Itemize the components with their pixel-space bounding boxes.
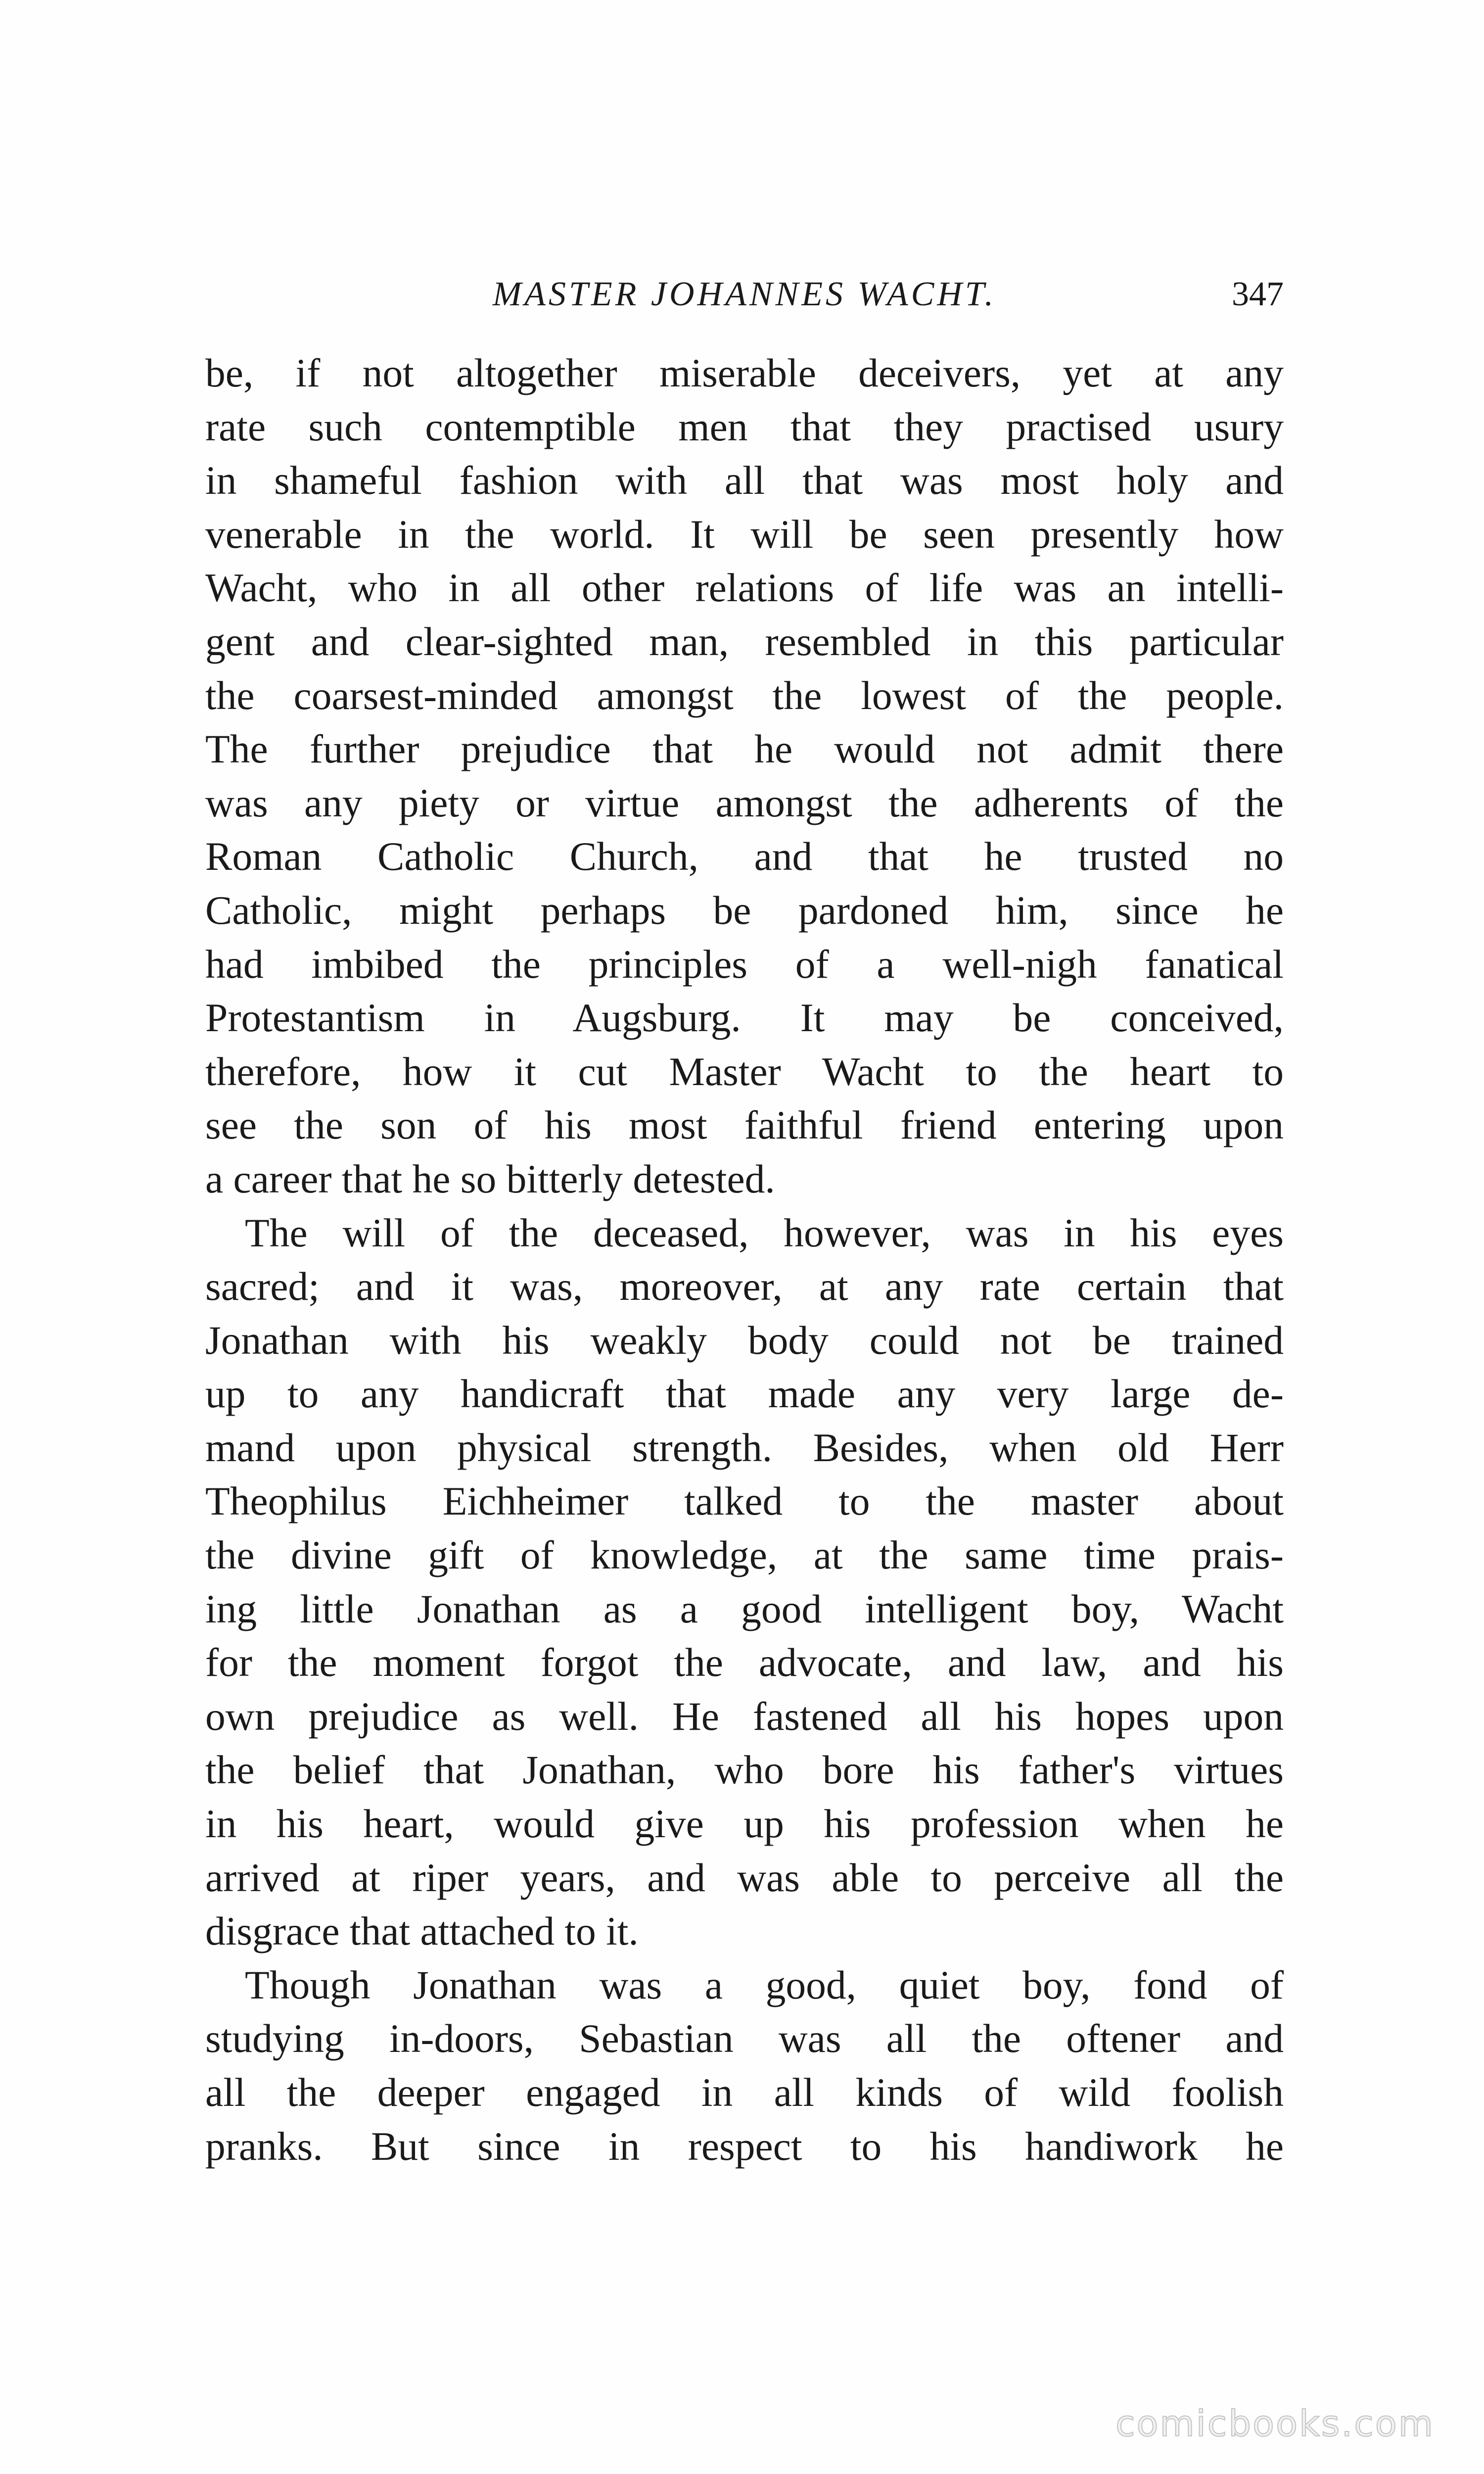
text-line: Theophilus Eichheimer talked to the master about — [205, 1478, 1284, 1524]
text-line: The further prejudice that he would not admit there — [205, 726, 1284, 772]
text-line: all the deeper engaged in all kinds of wild foolish — [205, 2070, 1284, 2115]
running-title: MASTER JOHANNES WACHT. — [492, 275, 997, 313]
site-watermark: comicbooks.com — [1115, 2403, 1435, 2444]
paragraph-start-line: Though Jonathan was a good, quiet boy, fond of — [245, 1962, 1284, 2007]
text-line: Roman Catholic Church, and that he trusted no — [205, 834, 1284, 879]
text-line: the coarsest-minded amongst the lowest of the people. — [205, 672, 1284, 718]
running-head — [205, 270, 1284, 319]
body-text — [205, 346, 1284, 2173]
text-line: Catholic, might perhaps be pardoned him, since he — [205, 887, 1284, 933]
text-line: in his heart, would give up his profession when he — [205, 1801, 1284, 1847]
text-line: the belief that Jonathan, who bore his father's virtues — [205, 1747, 1284, 1793]
text-line: gent and clear-sighted man, resembled in this particular — [205, 618, 1284, 664]
text-line: sacred; and it was, moreover, at any rate certain that — [205, 1264, 1284, 1309]
text-line: Protestantism in Augsburg. It may be conceived, — [205, 995, 1284, 1041]
text-line: venerable in the world. It will be seen presently how — [205, 511, 1284, 557]
text-line: the divine gift of knowledge, at the same time prais- — [205, 1532, 1284, 1578]
paragraph-end-line: a career that he so bitterly detested. — [205, 1156, 775, 1201]
text-line: was any piety or virtue amongst the adherents of the — [205, 780, 1284, 825]
text-line: rate such contemptible men that they practised usury — [205, 404, 1284, 449]
page-number: 347 — [1232, 275, 1284, 313]
text-line: mand upon physical strength. Besides, when old Herr — [205, 1425, 1284, 1470]
paragraph-start-line: The will of the deceased, however, was in his eyes — [245, 1210, 1284, 1255]
text-line: arrived at riper years, and was able to perceive all the — [205, 1855, 1284, 1900]
paragraph-end-line: disgrace that attached to it. — [205, 1908, 639, 1954]
text-line: studying in-doors, Sebastian was all the oftener and — [205, 2016, 1284, 2061]
text-line: Wacht, who in all other relations of life was an intelli- — [205, 565, 1284, 611]
text-line: for the moment forgot the advocate, and law, and his — [205, 1640, 1284, 1685]
text-line: be, if not altogether miserable deceivers, yet at any — [205, 350, 1284, 395]
text-line: had imbibed the principles of a well-nigh fanatical — [205, 941, 1284, 987]
text-line: Jonathan with his weakly body could not be trained — [205, 1317, 1284, 1363]
text-line: own prejudice as well. He fastened all his hopes upon — [205, 1693, 1284, 1739]
text-line: up to any handicraft that made any very large de- — [205, 1371, 1284, 1417]
text-line: ing little Jonathan as a good intelligent boy, Wacht — [205, 1586, 1284, 1631]
text-line: in shameful fashion with all that was most holy and — [205, 458, 1284, 503]
text-line: pranks. But since in respect to his handiwork he — [205, 2123, 1284, 2169]
text-line: see the son of his most faithful friend entering upon — [205, 1102, 1284, 1148]
text-line: therefore, how it cut Master Wacht to the heart to — [205, 1048, 1284, 1094]
